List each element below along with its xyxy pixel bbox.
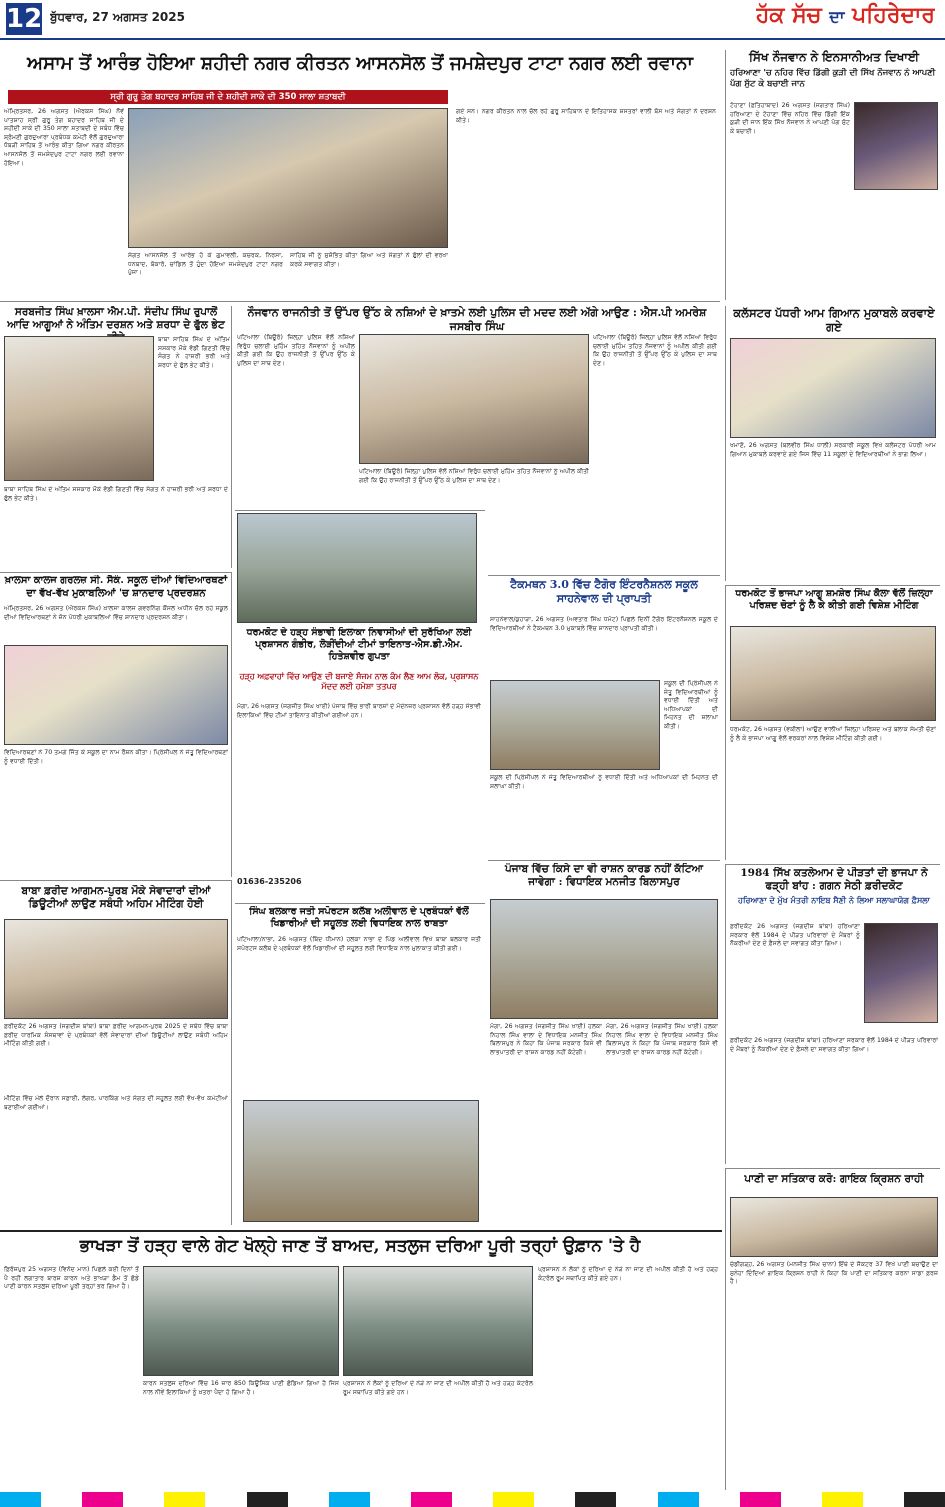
- article-body: ਮੋਗਾ, 26 ਅਗਸਤ (ਜਗਜੀਤ ਸਿੰਘ ਖਾਈ) ਹਲਕਾ ਨਿਹਾਲ ਸਿੰਘ ਵਾਲਾ ਦੇ ਵਿਧਾਇਕ ਮਨਜੀਤ ਸਿੰਘ ਬਿਲਾਸਪੁਰ ਨੇ ਕਿਹਾ ਕਿ ਪੰਜਾਬ ਸਰਕਾਰ ਕਿਸੇ ਵੀ ਲਾਭਪਾਤਰੀ ਦਾ ਰਾਸ਼ਨ ਕਾਰਡ ਨਹੀਂ ਕੱਟੇਗੀ।: [490, 1023, 602, 1056]
- article-body: ਫ਼ਰੀਦਕੋਟ 26 ਅਗਸਤ (ਜਗਦੀਸ਼ ਬਾਂਬਾ) ਬਾਬਾ ਫ਼ਰੀਦ ਆਗਮਨ-ਪੁਰਬ 2025 ਦੇ ਸਬੰਧ ਵਿੱਚ ਬਾਬਾ ਫ਼ਰੀਦ ਧਾਰਮਿਕ ਸੰਸਥਾਵਾਂ ਦੇ ਪ੍ਰਬੰਧਕਾਂ ਵੱਲੋਂ ਸੇਵਾਦਾਰਾਂ ਦੀਆਂ ਡਿਊਟੀਆਂ ਲਾਉਣ ਸਬੰਧੀ ਅਹਿਮ ਮੀਟਿੰਗ ਕੀਤੀ ਗਈ।: [4, 1023, 228, 1048]
- article-body: ਫ਼ਿਰੋਜ਼ਪੁਰ 25 ਅਗਸਤ (ਵਿਨੋਦ ਮਾਨ) ਪਿਛਲੇ ਕਈ ਦਿਨਾਂ ਤੋਂ ਪੈ ਰਹੀ ਲਗਾਤਾਰ ਬਾਰਸ਼ ਕਾਰਨ ਅਤੇ ਭਾਖੜਾ ਡੈਮ ਤੋਂ ਛੱਡੇ ਪਾਣੀ ਕਾਰਨ ਸਤਲੁਜ ਦਰਿਆ ਪੂਰੀ ਤਰ੍ਹਾਂ ਭਰ ਗਿਆ ਹੈ।: [4, 1266, 139, 1291]
- news-photo: [490, 680, 660, 770]
- article-sikh-youth: [725, 50, 940, 300]
- article-body: ਸਕੂਲ ਦੀ ਪ੍ਰਿੰਸੀਪਲ ਨੇ ਜੇਤੂ ਵਿਦਿਆਰਥੀਆਂ ਨੂੰ ਵਧਾਈ ਦਿੱਤੀ ਅਤੇ ਅਧਿਆਪਕਾਂ ਦੀ ਮਿਹਨਤ ਦੀ ਸ਼ਲਾਘਾ ਕੀਤੀ।: [490, 774, 718, 790]
- article-body: ਅੰਮ੍ਰਿਤਸਰ, 26 ਅਗਸਤ (ਐਰਕਸ ਸਿੰਘ) ਨੌਵੇਂ ਪਾਤਸ਼ਾਹ ਸ੍ਰੀ ਗੁਰੂ ਤੇਗ ਬਹਾਦਰ ਸਾਹਿਬ ਜੀ ਦੇ ਸ਼ਹੀਦੀ ਸਾਕੇ ਦੀ 350 ਸਾਲਾ ਸ਼ਤਾਬਦੀ ਦੇ ਸਬੰਧ ਵਿੱਚ ਸ਼੍ਰੋਮਣੀ ਗੁਰਦੁਆਰਾ ਪ੍ਰਬੰਧਕ ਕਮੇਟੀ ਵੱਲੋਂ ਗੁਰਦੁਆਰਾ ਧੋਬੜੀ ਸਾਹਿਬ ਤੋਂ ਆਰੰਭ ਕੀਤਾ ਗਿਆ ਨਗਰ ਕੀਰਤਨ ਆਸਨਸੋਲ ਤੋਂ ਜਮਸ਼ੇਦਪੁਰ ਟਾਟਾ ਨਗਰ ਲਈ ਰਵਾਨਾ ਹੋਇਆ।: [4, 108, 124, 167]
- article-body: ਟੋਹਾਣਾ (ਫ਼ਤਿਹਾਬਾਦ) 26 ਅਗਸਤ (ਜਗਤਾਰ ਸਿੰਘ) ਹਰਿਆਣਾ ਦੇ ਟੋਹਾਣਾ ਵਿੱਚ ਨਹਿਰ ਵਿੱਚ ਡਿੱਗੀ ਇੱਕ ਕੁੜੀ ਦੀ ਜਾਨ ਇੱਕ ਸਿੱਖ ਨੌਜਵਾਨ ਨੇ ਆਪਣੀ ਪੱਗ ਸੁੱਟ ਕੇ ਬਚਾਈ।: [730, 102, 850, 135]
- news-photo-river: [343, 1266, 533, 1376]
- issue-date: ਬੁੱਧਵਾਰ, 27 ਅਗਸਤ 2025: [50, 10, 185, 24]
- article-sutlej-flood: [0, 1230, 722, 1490]
- news-photo: [730, 626, 936, 721]
- article-body: ਸਾਹਨੇਵਾਲ/ਕੁਹਾੜਾ, 26 ਅਗਸਤ (ਅਵਤਾਰ ਸਿੰਘ ਧਮੋਟ) ਪਿਛਲੇ ਦਿਨੀਂ ਟੈਗੋਰ ਇੰਟਰਨੈਸ਼ਨਲ ਸਕੂਲ ਦੇ ਵਿਦਿਆਰਥੀਆਂ ਨੇ ਟੈਕਮਥਨ 3.0 ਮੁਕਾਬਲੇ ਵਿੱਚ ਸ਼ਾਨਦਾਰ ਪ੍ਰਾਪਤੀ ਕੀਤੀ।: [490, 616, 718, 632]
- article-body: ਬਾਬਾ ਸਾਹਿਬ ਸਿੰਘ ਦੇ ਅੰਤਿਮ ਸਸਕਾਰ ਮੌਕੇ ਵੱਡੀ ਗਿਣਤੀ ਵਿੱਚ ਸੰਗਤ ਨੇ ਹਾਜ਼ਰੀ ਭਰੀ ਅਤੇ ਸ਼ਰਧਾ ਦੇ ਫੁੱਲ ਭੇਟ ਕੀਤੇ।: [158, 336, 230, 369]
- print-color-strip: [0, 1492, 945, 1507]
- news-photo: [730, 338, 936, 438]
- article-body: ਪਟਿਆਲਾ (ਬਿਊਰੋ) ਜ਼ਿਲ੍ਹਾ ਪੁਲਿਸ ਵੱਲੋਂ ਨਸ਼ਿਆਂ ਵਿਰੁੱਧ ਚਲਾਈ ਮੁਹਿੰਮ ਤਹਿਤ ਨੌਜਵਾਨਾਂ ਨੂੰ ਅਪੀਲ ਕੀਤੀ ਗਈ ਕਿ ਉਹ ਰਾਜਨੀਤੀ ਤੋਂ ਉੱਪਰ ਉੱਠ ਕੇ ਪੁਲਿਸ ਦਾ ਸਾਥ ਦੇਣ।: [593, 334, 717, 367]
- news-photo: [128, 108, 448, 248]
- article-body: ਪਟਿਆਲਾ (ਬਿਊਰੋ) ਜ਼ਿਲ੍ਹਾ ਪੁਲਿਸ ਵੱਲੋਂ ਨਸ਼ਿਆਂ ਵਿਰੁੱਧ ਚਲਾਈ ਮੁਹਿੰਮ ਤਹਿਤ ਨੌਜਵਾਨਾਂ ਨੂੰ ਅਪੀਲ ਕੀਤੀ ਗਈ ਕਿ ਉਹ ਰਾਜਨੀਤੀ ਤੋਂ ਉੱਪਰ ਉੱਠ ਕੇ ਪੁਲਿਸ ਦਾ ਸਾਥ ਦੇਣ।: [237, 334, 355, 367]
- article-body: ਪਟਿਆਲਾ (ਬਿਊਰੋ) ਜ਼ਿਲ੍ਹਾ ਪੁਲਿਸ ਵੱਲੋਂ ਨਸ਼ਿਆਂ ਵਿਰੁੱਧ ਚਲਾਈ ਮੁਹਿੰਮ ਤਹਿਤ ਨੌਜਵਾਨਾਂ ਨੂੰ ਅਪੀਲ ਕੀਤੀ ਗਈ ਕਿ ਉਹ ਰਾਜਨੀਤੀ ਤੋਂ ਉੱਪਰ ਉੱਠ ਕੇ ਪੁਲਿਸ ਦਾ ਸਾਥ ਦੇਣ।: [359, 468, 589, 484]
- article-flood-prep: [235, 510, 485, 900]
- article-bjp-meeting: [725, 585, 940, 860]
- brand-part3: ਪਹਿਰੇਦਾਰ: [852, 2, 935, 28]
- headline: ਧਰਮਕੋਟ ਤੋਂ ਭਾਜਪਾ ਆਗੂ ਸ਼ਮਸ਼ੇਰ ਸਿੰਘ ਕੈਲਾ ਵੱਲੋਂ ਜ਼ਿਲ੍ਹਾ ਪਰਿਸ਼ਦ ਚੋਣਾਂ ਨੂੰ ਲੈ ਕੇ ਕੀਤੀ ਗਈ ਵਿਸ਼ੇਸ਼ ਮੀਟਿੰਗ: [735, 588, 933, 611]
- subheadline-bar: ਸ੍ਰੀ ਗੁਰੂ ਤੇਗ ਬਹਾਦਰ ਸਾਹਿਬ ਜੀ ਦੇ ਸ਼ਹੀਦੀ ਸਾਕੇ ਦੀ 350 ਸਾਲਾ ਸ਼ਤਾਬਦੀ: [8, 90, 448, 104]
- article-body: ਖਮਾਣੋਂ, 26 ਅਗਸਤ (ਬਲਵੀਰ ਸਿੰਘ ਧਾਲੀ) ਸਰਕਾਰੀ ਸਕੂਲ ਵਿਖੇ ਕਲੱਸਟਰ ਪੱਧਰੀ ਆਮ ਗਿਆਨ ਮੁਕਾਬਲੇ ਕਰਵਾਏ ਗਏ ਜਿਸ ਵਿੱਚ 11 ਸਕੂਲਾਂ ਦੇ ਵਿਦਿਆਰਥੀਆਂ ਨੇ ਭਾਗ ਲਿਆ।: [730, 442, 936, 458]
- article-body: ਅੰਮ੍ਰਿਤਸਰ, 26 ਅਗਸਤ (ਐਰਕਸ ਸਿੰਘ) ਖ਼ਾਲਸਾ ਕਾਲਜ ਗਵਰਨਿੰਗ ਕੌਂਸਲ ਅਧੀਨ ਚੱਲ ਰਹੇ ਸਕੂਲ ਦੀਆਂ ਵਿਦਿਆਰਥਣਾਂ ਨੇ ਜ਼ੋਨ ਪੱਧਰੀ ਮੁਕਾਬਲਿਆਂ ਵਿੱਚ ਸ਼ਾਨਦਾਰ ਪ੍ਰਦਰਸ਼ਨ ਕੀਤਾ।: [4, 605, 228, 621]
- article-ration-card: [488, 860, 720, 1205]
- article-body: ਸਾਹਿਬ ਜੀ ਨੂੰ ਸੁਸ਼ੋਭਿਤ ਕੀਤਾ ਗਿਆ ਅਤੇ ਸੰਗਤਾਂ ਨੇ ਫੁੱਲਾਂ ਦੀ ਵਰਖਾ ਕਰਕੇ ਸਵਾਗਤ ਕੀਤਾ।: [290, 252, 448, 268]
- headline: ਸਿੰਘ ਬਲਕਾਰ ਜਤੀ ਸਪੋਰਟਸ ਕਲੱਬ ਅਲੀਵਾਲ ਦੇ ਪ੍ਰਬੰਧਕਾਂ ਵੱਲੋਂ ਖਿਡਾਰੀਆਂ ਦੀ ਸਹੂਲਤ ਲਈ ਵਿਧਾਇਕ ਨਾਲ ਰਾਬਤਾ: [249, 906, 469, 929]
- headline: ਬਾਬਾ ਫ਼ਰੀਦ ਆਗਮਨ-ਪੁਰਬ ਮੌਕੇ ਸੇਵਾਦਾਰਾਂ ਦੀਆਂ ਡਿਊਟੀਆਂ ਲਾਉਣ ਸਬੰਧੀ ਅਹਿਮ ਮੀਟਿੰਗ ਹੋਈ: [21, 885, 211, 911]
- headline: ਸਰਬਜੀਤ ਸਿੰਘ ਖ਼ਾਲਸਾ ਐਮ.ਪੀ. ਸੰਦੀਪ ਸਿੰਘ ਰੁਪਾਲੋਂ ਆਦਿ ਆਗੂਆਂ ਨੇ ਅੰਤਿਮ ਦਰਸ਼ਨ ਅਤੇ ਸ਼ਰਧਾ ਦੇ ਫੁੱਲ ਭੇਟ: [7, 306, 225, 332]
- headline: ਪੰਜਾਬ ਵਿੱਚ ਕਿਸੇ ਦਾ ਵੀ ਰਾਸ਼ਨ ਕਾਰਡ ਨਹੀਂ ਕੱਟਿਆ ਜਾਵੇਗਾ : ਵਿਧਾਇਕ ਮਨਜੀਤ ਬਿਲਾਸਪੁਰ: [504, 863, 704, 889]
- article-last-rites: [0, 306, 232, 568]
- article-body: ਸੰਗਤ ਆਸਨਸੋਲ ਤੋਂ ਆਰੰਭ ਹੋ ਕੇ ਗੁਮਾਵਲੀ, ਕਚਰਕ, ਨਿਰਸਾ, ਧਨਬਾਦ, ਬੋਕਾਰੋ, ਚਾਂਡਿਲ ਤੋਂ ਹੁੰਦਾ ਹੋਇਆ ਜਮਸ਼ੇਦਪੁਰ ਟਾਟਾ ਨਗਰ ਪੁੱਜਾ।: [128, 252, 283, 277]
- article-body: ਕਾਰਨ ਸਤਲੁਜ ਦਰਿਆ ਵਿੱਚ 16 ਜ਼ਾਰ 850 ਕਿਊਸਿਕ ਪਾਣੀ ਛੱਡਿਆ ਗਿਆ ਹੈ ਜਿਸ ਨਾਲ ਨੀਵੇਂ ਇਲਾਕਿਆਂ ਨੂੰ ਖ਼ਤਰਾ ਪੈਦਾ ਹੋ ਗਿਆ ਹੈ।: [143, 1380, 339, 1396]
- article-body: ਵਿਦਿਆਰਥਣਾਂ ਨੇ 70 ਤਮਗੇ ਜਿੱਤ ਕੇ ਸਕੂਲ ਦਾ ਨਾਮ ਰੌਸ਼ਨ ਕੀਤਾ। ਪ੍ਰਿੰਸੀਪਲ ਨੇ ਜੇਤੂ ਵਿਦਿਆਰਥਣਾਂ ਨੂੰ ਵਧਾਈ ਦਿੱਤੀ।: [4, 749, 228, 765]
- news-photo: [243, 1100, 479, 1222]
- news-photo: [4, 645, 228, 745]
- article-body: ਬਾਬਾ ਸਾਹਿਬ ਸਿੰਘ ਦੇ ਅੰਤਿਮ ਸਸਕਾਰ ਮੌਕੇ ਵੱਡੀ ਗਿਣਤੀ ਵਿੱਚ ਸੰਗਤ ਨੇ ਹਾਜ਼ਰੀ ਭਰੀ ਅਤੇ ਸ਼ਰਧਾ ਦੇ ਫੁੱਲ ਭੇਟ ਕੀਤੇ।: [4, 486, 228, 502]
- article-body: ਸਕੂਲ ਦੀ ਪ੍ਰਿੰਸੀਪਲ ਨੇ ਜੇਤੂ ਵਿਦਿਆਰਥੀਆਂ ਨੂੰ ਵਧਾਈ ਦਿੱਤੀ ਅਤੇ ਅਧਿਆਪਕਾਂ ਦੀ ਮਿਹਨਤ ਦੀ ਸ਼ਲਾਘਾ ਕੀਤੀ।: [664, 680, 718, 730]
- article-body: ਫ਼ਰੀਦਕੋਟ 26 ਅਗਸਤ (ਜਗਦੀਸ਼ ਬਾਂਬਾ) ਹਰਿਆਣਾ ਸਰਕਾਰ ਵੱਲੋਂ 1984 ਦੇ ਪੀੜਤ ਪਰਿਵਾਰਾਂ ਦੇ ਮੈਂਬਰਾਂ ਨੂੰ ਨੌਕਰੀਆਂ ਦੇਣ ਦੇ ਫ਼ੈਸਲੇ ਦਾ ਸਵਾਗਤ ਕੀਤਾ ਗਿਆ।: [730, 923, 860, 948]
- headline: ਭਾਖੜਾ ਤੋਂ ਹੜ੍ਹ ਵਾਲੇ ਗੇਟ ਖੋਲ੍ਹੇ ਜਾਣ ਤੋਂ ਬਾਅਦ, ਸਤਲੁਜ ਦਰਿਆ ਪੂਰੀ ਤਰ੍ਹਾਂ ਉਫ਼ਾਨ 'ਤੇ ਹੈ: [79, 1236, 641, 1256]
- news-photo: [237, 513, 477, 623]
- headline: ਨੌਜਵਾਨ ਰਾਜਨੀਤੀ ਤੋਂ ਉੱਪਰ ਉੱਠ ਕੇ ਨਸ਼ਿਆਂ ਦੇ ਖ਼ਾਤਮੇ ਲਈ ਪੁਲਿਸ ਦੀ ਮਦਦ ਲਈ ਅੱਗੇ ਆਉਣ : ਐਸ.ਪੀ ਅਮਰੇਸ਼ ਜਸਬੀਰ ਸਿੰਘ: [247, 306, 707, 333]
- headline: ਪਾਣੀ ਦਾ ਸਤਿਕਾਰ ਕਰੋ: ਗਾਇਕ ਕ੍ਰਿਸ਼ਨ ਰਾਹੀ: [744, 1173, 924, 1185]
- brand-part2: ਦਾ: [829, 7, 845, 26]
- news-photo: [4, 336, 154, 481]
- subheadline: ਹਰਿਆਣਾ ਦੇ ਮੁੱਖ ਮੰਤਰੀ ਨਾਇਬ ਸੈਣੀ ਨੇ ਲਿਆ ਸਲਾਘਾਯੋਗ ਫ਼ੈਸਲਾ: [738, 895, 930, 905]
- article-body: ਧਰਮਕੋਟ, 26 ਅਗਸਤ (ਵਕੀਲਾ) ਆਉਣ ਵਾਲੀਆਂ ਜ਼ਿਲ੍ਹਾ ਪਰਿਸ਼ਦ ਅਤੇ ਬਲਾਕ ਸੰਮਤੀ ਚੋਣਾਂ ਨੂੰ ਲੈ ਕੇ ਭਾਜਪਾ ਆਗੂ ਵੱਲੋਂ ਵਰਕਰਾਂ ਨਾਲ ਵਿਸ਼ੇਸ਼ ਮੀਟਿੰਗ ਕੀਤੀ ਗਈ।: [730, 726, 936, 742]
- page-number: 12: [6, 4, 42, 34]
- article-nagar-kirtan: [0, 50, 720, 302]
- article-body: ਗਏ ਸਨ। ਨਗਰ ਕੀਰਤਨ ਨਾਲ ਚੱਲ ਰਹੇ ਗੁਰੂ ਸਾਹਿਬਾਨ ਦੇ ਇਤਿਹਾਸਕ ਸ਼ਸਤਰਾਂ ਵਾਲੀ ਬੱਸ ਅਤੇ ਸੰਗਤਾਂ ਨੇ ਦਰਸ਼ਨ ਕੀਤੇ।: [456, 108, 716, 124]
- headline: 1984 ਸਿੱਖ ਕਤਲੇਆਮ ਦੇ ਪੀੜਤਾਂ ਦੀ ਭਾਜਪਾ ਨੇ ਫੜ੍ਹੀ ਬਾਂਹ : ਗਗਨ ਸੇਠੀ ਫ਼ਰੀਦਕੋਟ: [740, 867, 928, 893]
- page-header: [0, 0, 945, 40]
- news-photo: [730, 1197, 938, 1257]
- headline: ਖ਼ਾਲਸਾ ਕਾਲਜ ਗਰਲਜ਼ ਸੀ. ਸੈਕੰ. ਸਕੂਲ ਦੀਆਂ ਵਿਦਿਆਰਥਣਾਂ ਦਾ ਵੱਖ-ਵੱਖ ਮੁਕਾਬਲਿਆਂ 'ਚ ਸ਼ਾਨਦਾਰ ਪ੍ਰਦਰਸ਼ਨ: [4, 575, 228, 599]
- headline: ਸਿੱਖ ਨੌਜਵਾਨ ਨੇ ਇਨਸਾਨੀਅਤ ਦਿਖਾਈ: [749, 50, 919, 64]
- news-photo: [359, 334, 589, 464]
- article-body: ਮੋਗਾ, 26 ਅਗਸਤ (ਜਗਜੀਤ ਸਿੰਘ ਖਾਈ) ਹਲਕਾ ਨਿਹਾਲ ਸਿੰਘ ਵਾਲਾ ਦੇ ਵਿਧਾਇਕ ਮਨਜੀਤ ਸਿੰਘ ਬਿਲਾਸਪੁਰ ਨੇ ਕਿਹਾ ਕਿ ਪੰਜਾਬ ਸਰਕਾਰ ਕਿਸੇ ਵੀ ਲਾਭਪਾਤਰੀ ਦਾ ਰਾਸ਼ਨ ਕਾਰਡ ਨਹੀਂ ਕੱਟੇਗੀ।: [606, 1023, 718, 1056]
- article-cluster-quiz: [725, 306, 940, 581]
- news-photo-bridge: [143, 1266, 339, 1376]
- article-khalsa-school: [0, 572, 232, 877]
- article-1984-victims: [725, 864, 940, 1164]
- subheadline: ਹਰਿਆਣਾ 'ਚ ਨਹਿਰ ਵਿੱਚ ਡਿੱਗੀ ਕੁੜੀ ਦੀ ਸਿੱਖ ਨੌਜਵਾਨ ਨੇ ਆਪਣੀ ਪੱਗ ਸੁੱਟ ਕੇ ਬਚਾਈ ਜਾਨ: [730, 68, 936, 89]
- article-drug-free: [235, 306, 720, 506]
- article-body: ਮੀਟਿੰਗ ਵਿੱਚ ਮੇਲੇ ਦੌਰਾਨ ਸਫ਼ਾਈ, ਲੰਗਰ, ਪਾਰਕਿੰਗ ਅਤੇ ਸੰਗਤ ਦੀ ਸਹੂਲਤ ਲਈ ਵੱਖ-ਵੱਖ ਕਮੇਟੀਆਂ ਬਣਾਈਆਂ ਗਈਆਂ।: [4, 1095, 228, 1111]
- article-tagore-school: [488, 575, 720, 855]
- article-baba-farid: [0, 880, 232, 1225]
- news-photo: [4, 919, 228, 1019]
- headline: ਕਲੱਸਟਰ ਪੱਧਰੀ ਆਮ ਗਿਆਨ ਮੁਕਾਬਲੇ ਕਰਵਾਏ ਗਏ: [733, 306, 935, 335]
- article-body: ਮੋਗਾ, 26 ਅਗਸਤ (ਜਗਜੀਤ ਸਿੰਘ ਖਾਈ) ਪੰਜਾਬ ਵਿੱਚ ਭਾਰੀ ਬਾਰਸ਼ਾਂ ਦੇ ਮੱਦੇਨਜ਼ਰ ਪ੍ਰਸ਼ਾਸਨ ਵੱਲੋਂ ਹੜ੍ਹ ਸੰਭਾਵੀ ਇਲਾਕਿਆਂ ਵਿੱਚ ਟੀਮਾਂ ਤਾਇਨਾਤ ਕੀਤੀਆਂ ਗਈਆਂ ਹਨ।: [237, 703, 481, 719]
- brand-part1: ਹੱਕ ਸੱਚ: [755, 2, 822, 28]
- article-sports-club: [235, 903, 485, 1225]
- headline: ਧਰਮਕੋਟ ਦੇ ਹੜ੍ਹ ਸੰਭਾਵੀ ਇਲਾਕਾ ਨਿਵਾਸੀਆਂ ਦੀ ਸੁਰੱਖਿਆ ਲਈ ਪ੍ਰਸ਼ਾਸਨ ਗੰਭੀਰ, ਲੋੜੀਂਦੀਆਂ ਟੀਮਾਂ ਤਾਇਨਾਤ-ਐਸ.ਡੀ.ਐਮ. ਹਿਤੇਸ਼ਵੀਰ ਗੁਪਤਾ: [246, 627, 472, 662]
- article-body: ਪ੍ਰਸ਼ਾਸਨ ਨੇ ਲੋਕਾਂ ਨੂੰ ਦਰਿਆ ਦੇ ਨੇੜੇ ਨਾ ਜਾਣ ਦੀ ਅਪੀਲ ਕੀਤੀ ਹੈ ਅਤੇ ਹੜ੍ਹ ਕੰਟਰੋਲ ਰੂਮ ਸਥਾਪਿਤ ਕੀਤੇ ਗਏ ਹਨ।: [538, 1266, 718, 1282]
- news-photo: [490, 899, 718, 1019]
- news-photo: [854, 102, 938, 190]
- helpline-number: 01636-235206: [237, 877, 302, 886]
- subheadline: ਹੜ੍ਹ ਅਫ਼ਵਾਹਾਂ ਵਿੱਚ ਆਉਣ ਦੀ ਬਜਾਏ ਸੰਜਮ ਨਾਲ ਕੰਮ ਲੈਣ ਆਮ ਲੋਕ, ਪ੍ਰਸ਼ਾਸਨ ਮੱਦਦ ਲਈ ਹਮੇਸ਼ਾ ਤਤਪਰ: [239, 671, 479, 691]
- article-body: ਪ੍ਰਸ਼ਾਸਨ ਨੇ ਲੋਕਾਂ ਨੂੰ ਦਰਿਆ ਦੇ ਨੇੜੇ ਨਾ ਜਾਣ ਦੀ ਅਪੀਲ ਕੀਤੀ ਹੈ ਅਤੇ ਹੜ੍ਹ ਕੰਟਰੋਲ ਰੂਮ ਸਥਾਪਿਤ ਕੀਤੇ ਗਏ ਹਨ।: [343, 1380, 533, 1396]
- news-photo: [864, 923, 938, 1023]
- article-body: ਚੰਡੀਗੜ੍ਹ, 26 ਅਗਸਤ (ਮਨਜੀਤ ਸਿੰਘ ਚਾਨਾ) ਇੱਥੇ ਦੇ ਸੈਕਟਰ 37 ਵਿਖੇ ਪਾਣੀ ਬਚਾਉਣ ਦਾ ਸੁਨੇਹਾ ਦਿੰਦਿਆਂ ਗਾਇਕ ਕ੍ਰਿਸ਼ਨ ਰਾਹੀ ਨੇ ਕਿਹਾ ਕਿ ਪਾਣੀ ਦਾ ਸਤਿਕਾਰ ਕਰਨਾ ਸਾਡਾ ਫ਼ਰਜ਼ ਹੈ।: [730, 1261, 938, 1286]
- article-body: ਫ਼ਰੀਦਕੋਟ 26 ਅਗਸਤ (ਜਗਦੀਸ਼ ਬਾਂਬਾ) ਹਰਿਆਣਾ ਸਰਕਾਰ ਵੱਲੋਂ 1984 ਦੇ ਪੀੜਤ ਪਰਿਵਾਰਾਂ ਦੇ ਮੈਂਬਰਾਂ ਨੂੰ ਨੌਕਰੀਆਂ ਦੇਣ ਦੇ ਫ਼ੈਸਲੇ ਦਾ ਸਵਾਗਤ ਕੀਤਾ ਗਿਆ।: [730, 1037, 938, 1053]
- masthead-logo: [756, 2, 935, 28]
- headline: ਟੈਕਮਥਨ 3.0 ਵਿੱਚ ਟੈਗੋਰ ਇੰਟਰਨੈਸ਼ਨਲ ਸਕੂਲ ਸਾਹਨੇਵਾਲ ਦੀ ਪ੍ਰਾਪਤੀ: [510, 578, 698, 605]
- article-body: ਪਟਿਆਲਾ/ਨਾਭਾ, 26 ਅਗਸਤ (ਬਿੰਦ ਧੀਮਾਨ) ਹਲਕਾ ਨਾਭਾ ਦੇ ਪਿੰਡ ਅਲੀਵਾਲ ਵਿਖੇ ਬਾਬਾ ਬਲਕਾਰ ਜਤੀ ਸਪੋਰਟਸ ਕਲੱਬ ਦੇ ਪ੍ਰਬੰਧਕਾਂ ਵੱਲੋਂ ਖਿਡਾਰੀਆਂ ਦੀ ਸਹੂਲਤ ਲਈ ਵਿਧਾਇਕ ਨਾਲ ਮੁਲਾਕਾਤ ਕੀਤੀ ਗਈ।: [237, 936, 481, 952]
- headline: ਅਸਾਮ ਤੋਂ ਆਰੰਭ ਹੋਇਆ ਸ਼ਹੀਦੀ ਨਗਰ ਕੀਰਤਨ ਆਸਨਸੋਲ ਤੋਂ ਜਮਸ਼ੇਦਪੁਰ ਟਾਟਾ ਨਗਰ ਲਈ ਰਵਾਨਾ: [27, 53, 693, 74]
- article-water-respect: [725, 1168, 940, 1490]
